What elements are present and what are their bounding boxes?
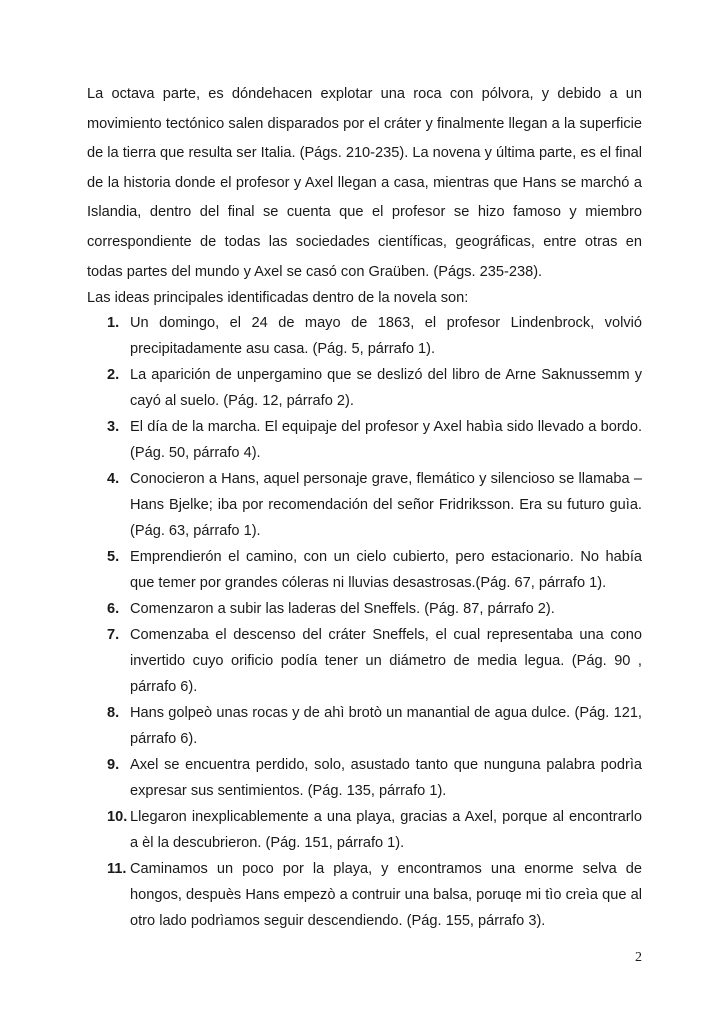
item-number: 9. — [107, 757, 120, 773]
item-text: Llegaron inexplicablemente a una playa, gracias a Axel, porque al encontrarlo a èl la descubrieron. (Pág. 151, párrafo 1). — [130, 809, 642, 851]
item-number: 7. — [107, 627, 120, 643]
list-item — [87, 414, 642, 466]
item-number: 1. — [107, 315, 120, 331]
item-text: Comenzaba el descenso del cráter Sneffels, el cual representaba una cono invertido cuyo orificio podía tener un diámetro de media legua. (Pág. 90 , párrafo 6). — [130, 627, 642, 695]
list-item — [87, 310, 642, 362]
item-text: Un domingo, el 24 de mayo de 1863, el profesor Lindenbrock, volvió precipitadamente asu casa. (Pág. 5, párrafo 1). — [130, 315, 642, 357]
list-item — [87, 622, 642, 700]
item-text: Axel se encuentra perdido, solo, asustado tanto que nunguna palabra podrìa expresar sus sentimientos. (Pág. 135, párrafo 1). — [130, 757, 642, 799]
list-item — [87, 804, 642, 856]
item-number: 3. — [107, 419, 120, 435]
item-text: La aparición de unpergamino que se deslizó del libro de Arne Saknussemm y cayó al suelo. (Pág. 12, párrafo 2). — [130, 367, 642, 409]
main-ideas-list — [87, 310, 642, 934]
list-item — [87, 466, 642, 544]
item-number: 10. — [107, 809, 128, 825]
item-number: 2. — [107, 367, 120, 383]
list-item — [87, 752, 642, 804]
item-number: 11. — [107, 861, 127, 877]
list-item — [87, 856, 642, 934]
item-number: 6. — [107, 601, 120, 617]
list-item — [87, 700, 642, 752]
list-lead-text: Las ideas principales identificadas dentro de la novela son: — [87, 290, 469, 306]
list-item — [87, 362, 642, 414]
item-number: 8. — [107, 705, 120, 721]
item-text: Comenzaron a subir las laderas del Sneffels. (Pág. 87, párrafo 2). — [130, 601, 555, 617]
list-item — [87, 544, 642, 596]
item-text: Hans golpeò unas rocas y de ahì brotò un manantial de agua dulce. (Pág. 121, párrafo 6). — [130, 705, 642, 747]
item-number: 4. — [107, 471, 120, 487]
item-number: 5. — [107, 549, 120, 565]
page-number: 2 — [635, 950, 642, 965]
list-item — [87, 596, 642, 622]
item-text: Emprendierón el camino, con un cielo cubierto, pero estacionario. No había que temer por grandes cóleras ni lluvias desastrosas.(Pág. 67, párrafo 1). — [130, 549, 642, 591]
item-text: Conocieron a Hans, aquel personaje grave, flemático y silencioso se llamaba –Hans Bjelke; iba por recomendación del señor Fridriksson. Era su futuro guìa. (Pág. 63, párrafo 1). — [130, 471, 642, 539]
item-text: Caminamos un poco por la playa, y encontramos una enorme selva de hongos, despuès Hans empezò a contruir una balsa, poruqe mi tìo creìa que al otro lado podrìamos seguir descendiendo. (Pág. 155, párrafo 3). — [130, 861, 642, 929]
item-text: El día de la marcha. El equipaje del profesor y Axel habìa sido llevado a bordo. (Pág. 50, párrafo 4). — [130, 419, 642, 461]
intro-paragraph: La octava parte, es dóndehacen explotar una roca con pólvora, y debido a un movimiento tectónico salen disparados por el cráter y finalmente llegan a la superficie de la tierra que resulta ser Italia. (Págs. 210-235). La novena y última parte, es el final de la historia donde el profesor y Axel llegan a casa, mientras que Hans se marchó a Islandia, dentro del final se cuenta que el profesor se hizo famoso y miembro correspondiente de todas las sociedades científicas, geográficas, entre otras en todas partes del mundo y Axel se casó con Graüben. (Págs. 235-238). — [87, 86, 642, 280]
